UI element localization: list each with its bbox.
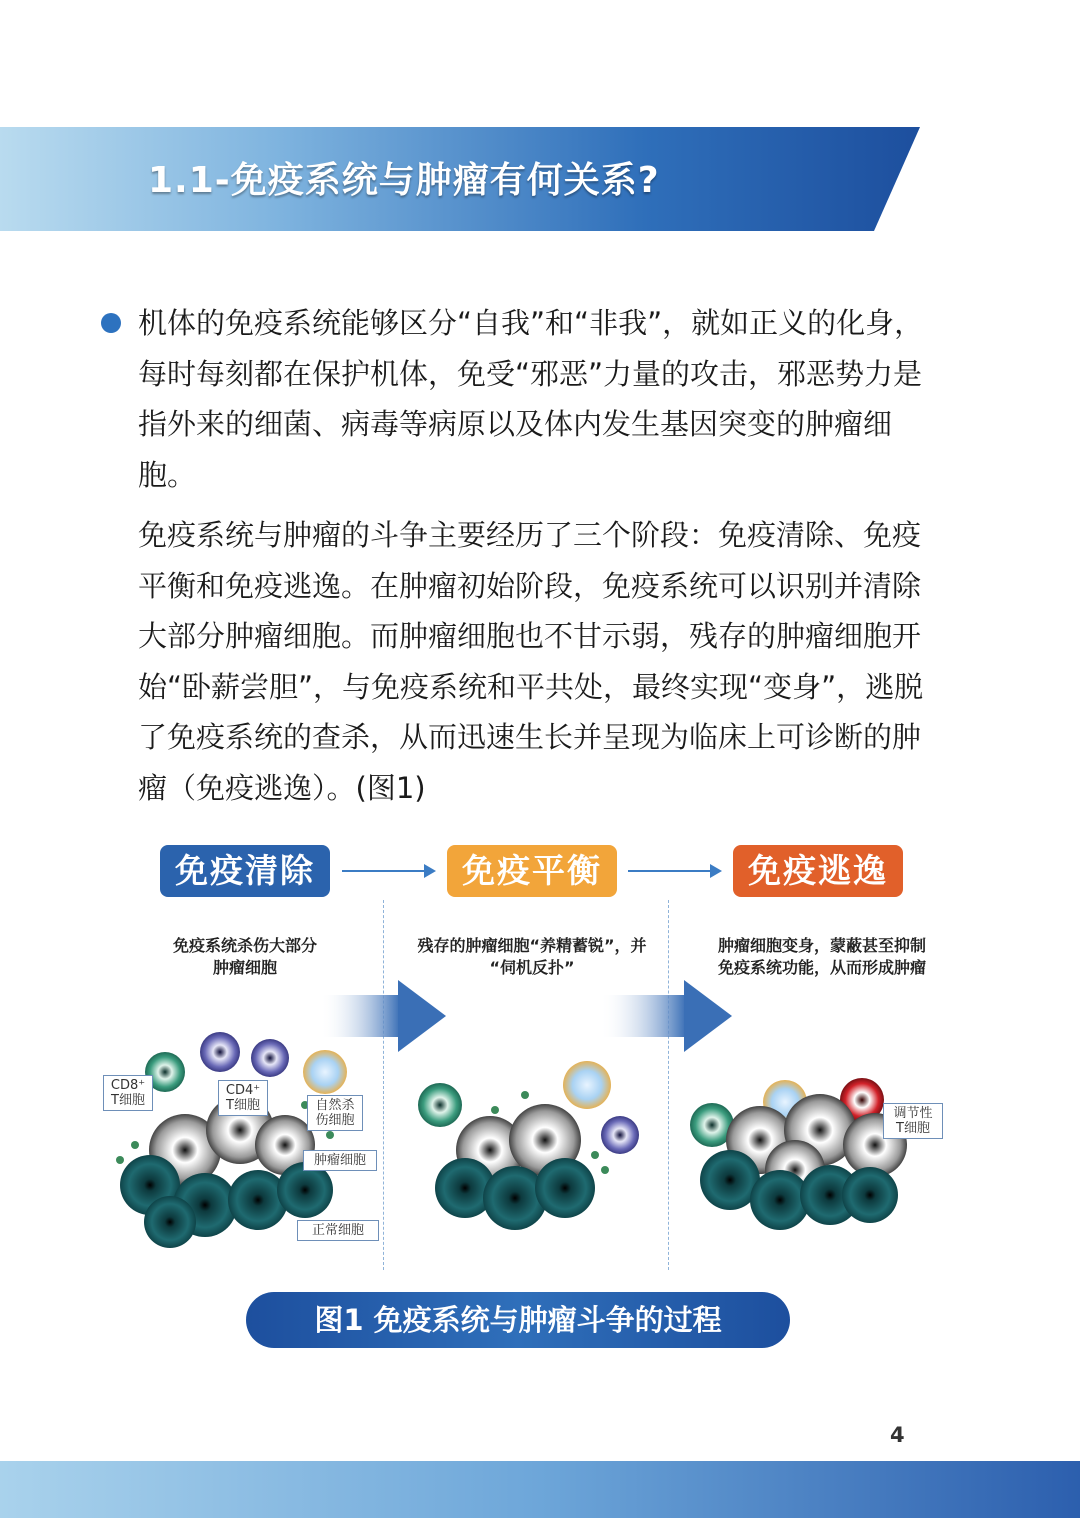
label-cd8-t-cell: CD8⁺ T细胞: [103, 1075, 153, 1111]
section-title: 1.1-免疫系统与肿瘤有何关系?: [148, 160, 660, 201]
stage-2-desc-line2: “伺机反扑”: [489, 958, 575, 977]
transition-arrow-2: [600, 980, 732, 1052]
transition-arrow-1: [320, 980, 446, 1052]
paragraph-2: 免疫系统与肿瘤的斗争主要经历了三个阶段：免疫清除、免疫平衡和免疫逃逸。在肿瘤初始阶段，免疫系统可以识别并清除大部分肿瘤细胞。而肿瘤细胞也不甘示弱，残存的肿瘤细胞开始“卧薪尝胆”，与免疫系统和平共处，最终实现“变身”，逃脱了免疫系统的查杀，从而迅速生长并呈现为临床上可诊断的肿瘤（免疫逃逸）。(图1): [138, 518, 924, 805]
stage-3-cells: [690, 1078, 907, 1230]
stage-1-desc-line2: 肿瘤细胞: [212, 958, 277, 977]
label-cd4-t-cell: CD4⁺ T细胞: [218, 1080, 268, 1116]
paragraph-1: 机体的免疫系统能够区分“自我”和“非我”，就如正义的化身，每时每刻都在保护机体，免受“邪恶”力量的攻击，邪恶势力是指外来的细菌、病毒等病原以及体内发生基因突变的肿瘤细胞。: [138, 306, 924, 492]
stage-2-cells: [418, 1061, 639, 1230]
page-number: 4: [890, 1423, 905, 1447]
label-nk-cell: 自然杀 伤细胞: [307, 1095, 363, 1131]
footer-bar: [0, 1461, 1080, 1518]
label-normal-cell: 正常细胞: [297, 1220, 379, 1241]
stage-2-desc-line1: 残存的肿瘤细胞“养精蓄锐”，并: [417, 936, 647, 955]
stage-1-desc-line1: 免疫系统杀伤大部分: [172, 936, 317, 955]
label-treg-cell: 调节性 T细胞: [883, 1103, 943, 1139]
stage-immune-equilibrium: 免疫平衡: [447, 845, 617, 897]
label-tumor-cell: 肿瘤细胞: [303, 1150, 377, 1171]
stage-1-cells: [116, 1032, 347, 1248]
stage-3-desc-line1: 肿瘤细胞变身，蒙蔽甚至抑制: [717, 936, 926, 955]
stage-immune-escape: 免疫逃逸: [733, 845, 903, 897]
stage-immune-clearance: 免疫清除: [160, 845, 330, 897]
figure-caption: 图1 免疫系统与肿瘤斗争的过程: [246, 1292, 790, 1348]
stage-3-desc-line2: 免疫系统功能，从而形成肿瘤: [717, 958, 926, 977]
